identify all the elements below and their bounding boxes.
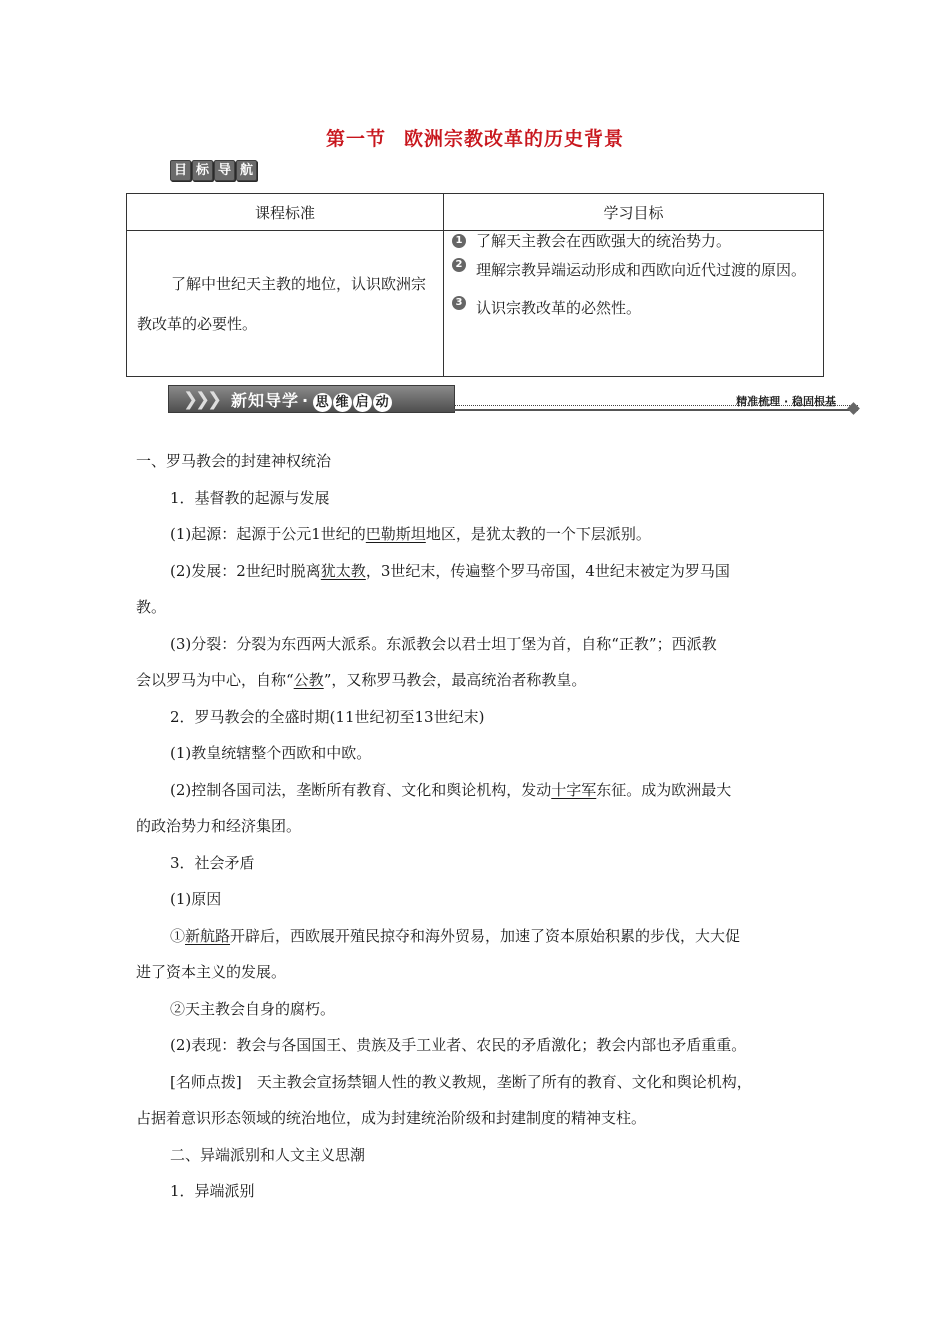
text: (2)发展：2世纪时脱离 [170, 561, 321, 580]
paragraph-line [136, 923, 826, 960]
text: (1)起源：起源于公元1世纪的 [170, 525, 366, 543]
chevron-right-icon: ❯ [207, 389, 223, 410]
goal-text: 认识宗教改革的必然性。 [476, 299, 642, 317]
key-term: 公教 [293, 671, 324, 689]
text: 开辟后，西欧展开殖民掠夺和海外贸易，加速了资本原始积累的步伐，大大促 [230, 926, 741, 945]
number-badge-icon: 2 [452, 258, 466, 272]
bubble-char: 维 [333, 393, 352, 412]
header-learning-goals: 学习目标 [444, 194, 824, 231]
paragraph-line [136, 667, 826, 704]
tag-char: 航 [236, 160, 257, 181]
goal-item [452, 231, 813, 251]
bubble-char: 动 [373, 393, 392, 412]
goal-item [452, 251, 813, 289]
goal-item [452, 289, 813, 327]
table-row [127, 231, 824, 377]
paragraph-line: 教。 [136, 598, 167, 616]
key-term: 十字军 [551, 780, 597, 799]
section-banner [168, 385, 858, 415]
curriculum-standard-text: 了解中世纪天主教的地位，认识欧洲宗教改革的必要性。 [127, 231, 444, 377]
section-heading: 二、异端派别和人文主义思潮 [170, 1145, 366, 1164]
text: 地区，是犹太教的一个下层派别。 [425, 525, 651, 543]
subheading: 2．罗马教会的全盛时期(11世纪初至13世纪末) [170, 707, 485, 726]
number-badge-icon: 1 [452, 234, 466, 248]
paragraph-line [136, 521, 826, 558]
learning-goals-cell [444, 231, 824, 377]
number-badge-icon: 3 [452, 296, 466, 310]
paragraph-line: 的政治势力和经济集团。 [136, 817, 302, 835]
text: ① [170, 926, 186, 945]
paragraph-line: 占据着意识形态领域的统治地位，成为封建统治阶级和封建制度的精神支柱。 [136, 1109, 647, 1127]
goals-table [126, 193, 824, 377]
key-term: 犹太教 [320, 561, 366, 580]
chevron-right-icon: ❯ [183, 389, 199, 410]
goal-navigation-tag [170, 160, 257, 181]
bubble-char: 思 [313, 393, 332, 412]
goal-text: 了解天主教会在西欧强大的统治势力。 [476, 232, 732, 250]
goal-text: 理解宗教异端运动形成和西欧向近代过渡的原因。 [476, 261, 807, 279]
key-term: 新航路 [185, 926, 231, 945]
page-title [0, 124, 950, 151]
banner-subtitle: 精准梳理 · 稳固根基 [736, 395, 836, 408]
text: ，3世纪末，传遍整个罗马帝国，4世纪末被定为罗马国 [365, 561, 730, 580]
chevron-right-icon: ❯ [195, 389, 211, 410]
text: 东征。成为欧洲最大 [596, 780, 732, 799]
subheading: 3．社会矛盾 [170, 853, 255, 872]
paragraph-line: (1)教皇统辖整个西欧和中欧。 [170, 744, 372, 762]
paragraph-line: ②天主教会自身的腐朽。 [170, 999, 336, 1018]
paragraph-line [136, 558, 826, 595]
paragraph-line: (2)表现：教会与各国国王、贵族及手工业者、农民的矛盾激化；教会内部也矛盾重重。 [170, 1036, 747, 1054]
text: ”，又称罗马教会，最高统治者称教皇。 [323, 671, 587, 689]
banner-label [168, 385, 455, 413]
banner-main-text: 新知导学 [231, 391, 300, 410]
key-term: 巴勒斯坦 [365, 525, 426, 543]
section-number: 第一节 [325, 128, 386, 150]
text: 会以罗马为中心，自称“ [136, 671, 294, 689]
teacher-tip: [名师点拨] 天主教会宣扬禁锢人性的教义教规，垄断了所有的教育、文化和舆论机构， [170, 1072, 752, 1091]
tag-char: 导 [214, 160, 235, 181]
tag-char: 目 [170, 160, 191, 181]
section-name: 欧洲宗教改革的历史背景 [404, 128, 625, 150]
lesson-content [136, 448, 826, 1215]
header-curriculum-standard: 课程标准 [127, 194, 444, 231]
tag-char: 标 [192, 160, 213, 181]
text: (2)控制各国司法，垄断所有教育、文化和舆论机构，发动 [170, 780, 552, 799]
bubble-char: 启 [353, 393, 372, 412]
subheading: 1．基督教的起源与发展 [170, 488, 330, 507]
banner-title [231, 388, 392, 412]
section-heading: 一、罗马教会的封建神权统治 [136, 452, 332, 470]
table-header-row [127, 194, 824, 231]
paragraph-line: (3)分裂：分裂为东西两大派系。东派教会以君士坦丁堡为首，自称“正教”；西派教 [170, 634, 717, 653]
banner-divider [454, 409, 858, 411]
paragraph-line: 进了资本主义的发展。 [136, 963, 287, 981]
subheading: 1．异端派别 [170, 1182, 255, 1200]
banner-dot: · [302, 391, 310, 410]
paragraph-line [136, 777, 826, 814]
paragraph-line: (1)原因 [170, 890, 222, 908]
